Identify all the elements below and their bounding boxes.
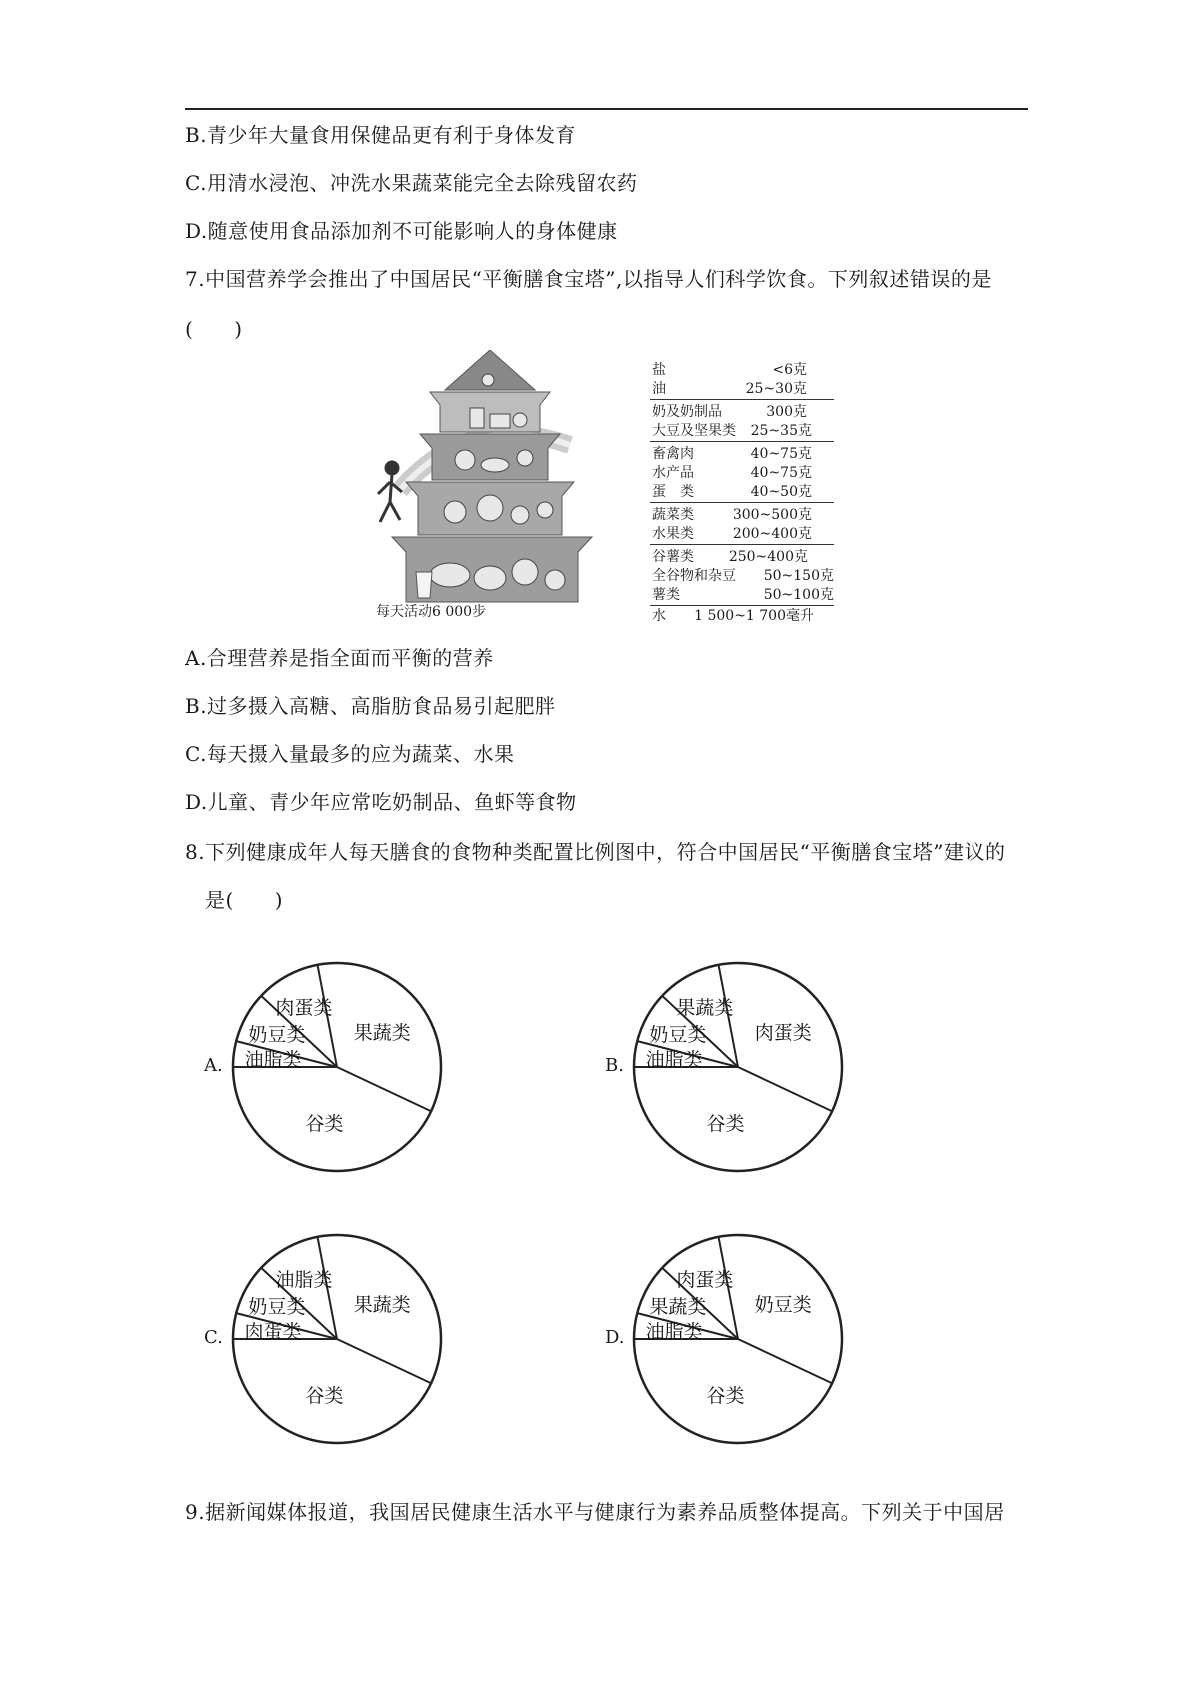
q6-option-c: C.用清水浸泡、冲洗水果蔬菜能完全去除残留农药	[185, 171, 638, 195]
q6-option-d: D.随意使用食品添加剂不可能影响人的身体健康	[185, 219, 618, 243]
pie-label-3: 奶豆类	[754, 1293, 812, 1316]
q7-option-c: C.每天摄入量最多的应为蔬菜、水果	[185, 742, 515, 766]
pie-label-4: 谷类	[305, 1112, 344, 1135]
pie-label-0: 油脂类	[645, 1320, 703, 1343]
pie-label-3: 果蔬类	[353, 1021, 411, 1044]
q7-stem: 7.中国营养学会推出了中国居民“平衡膳食宝塔”,以指导人们科学饮食。下列叙述错误的是	[185, 267, 992, 291]
q7-option-d: D.儿童、青少年应常吃奶制品、鱼虾等食物	[185, 790, 577, 814]
header-rule	[185, 108, 1028, 110]
pie-label-1: 奶豆类	[248, 1023, 306, 1046]
pie-label-4: 谷类	[706, 1112, 745, 1135]
pie-label-0: 肉蛋类	[244, 1320, 302, 1343]
pie-label-3: 果蔬类	[353, 1293, 411, 1316]
q9-stem: 9.据新闻媒体报道，我国居民健康生活水平与健康行为素养品质整体提高。下列关于中国居	[185, 1500, 1005, 1524]
q7-option-b: B.过多摄入高糖、高脂肪食品易引起肥胖	[185, 694, 556, 718]
table-divider	[650, 544, 834, 545]
pie-label-2: 肉蛋类	[275, 996, 333, 1019]
pie-chart-b	[623, 952, 853, 1182]
pie-label-2: 油脂类	[275, 1268, 333, 1291]
pie-a-letter: A.	[204, 1055, 223, 1076]
activity-caption: 每天活动6 000步	[376, 604, 487, 620]
food-pyramid-illustration	[370, 350, 650, 640]
pie-label-3: 肉蛋类	[754, 1021, 812, 1044]
table-divider	[650, 502, 834, 503]
pie-label-4: 谷类	[305, 1384, 344, 1407]
pie-c-letter: C.	[204, 1327, 223, 1348]
pie-d-letter: D.	[605, 1327, 625, 1348]
q8-stem-line1: 8.下列健康成年人每天膳食的食物种类配置比例图中，符合中国居民“平衡膳食宝塔”建议的	[185, 840, 1006, 864]
pie-chart-c	[222, 1224, 452, 1454]
pie-chart-a	[222, 952, 452, 1182]
table-divider	[650, 441, 834, 442]
pie-chart-d	[623, 1224, 853, 1454]
pie-label-0: 油脂类	[645, 1048, 703, 1071]
pie-label-1: 果蔬类	[649, 1295, 707, 1318]
pie-label-2: 果蔬类	[676, 996, 734, 1019]
q8-stem-line2: 是( )	[205, 888, 284, 912]
pie-label-1: 奶豆类	[649, 1023, 707, 1046]
pie-label-1: 奶豆类	[248, 1295, 306, 1318]
pie-label-0: 油脂类	[244, 1048, 302, 1071]
q7-option-a: A.合理营养是指全面而平衡的营养	[185, 646, 494, 670]
pie-b-letter: B.	[605, 1055, 624, 1076]
table-divider	[650, 399, 834, 400]
table-divider	[650, 605, 834, 606]
q7-answer-paren: ( )	[185, 317, 243, 341]
pie-label-4: 谷类	[706, 1384, 745, 1407]
pie-label-2: 肉蛋类	[676, 1268, 734, 1291]
q6-option-b: B.青少年大量食用保健品更有利于身体发育	[185, 123, 577, 147]
